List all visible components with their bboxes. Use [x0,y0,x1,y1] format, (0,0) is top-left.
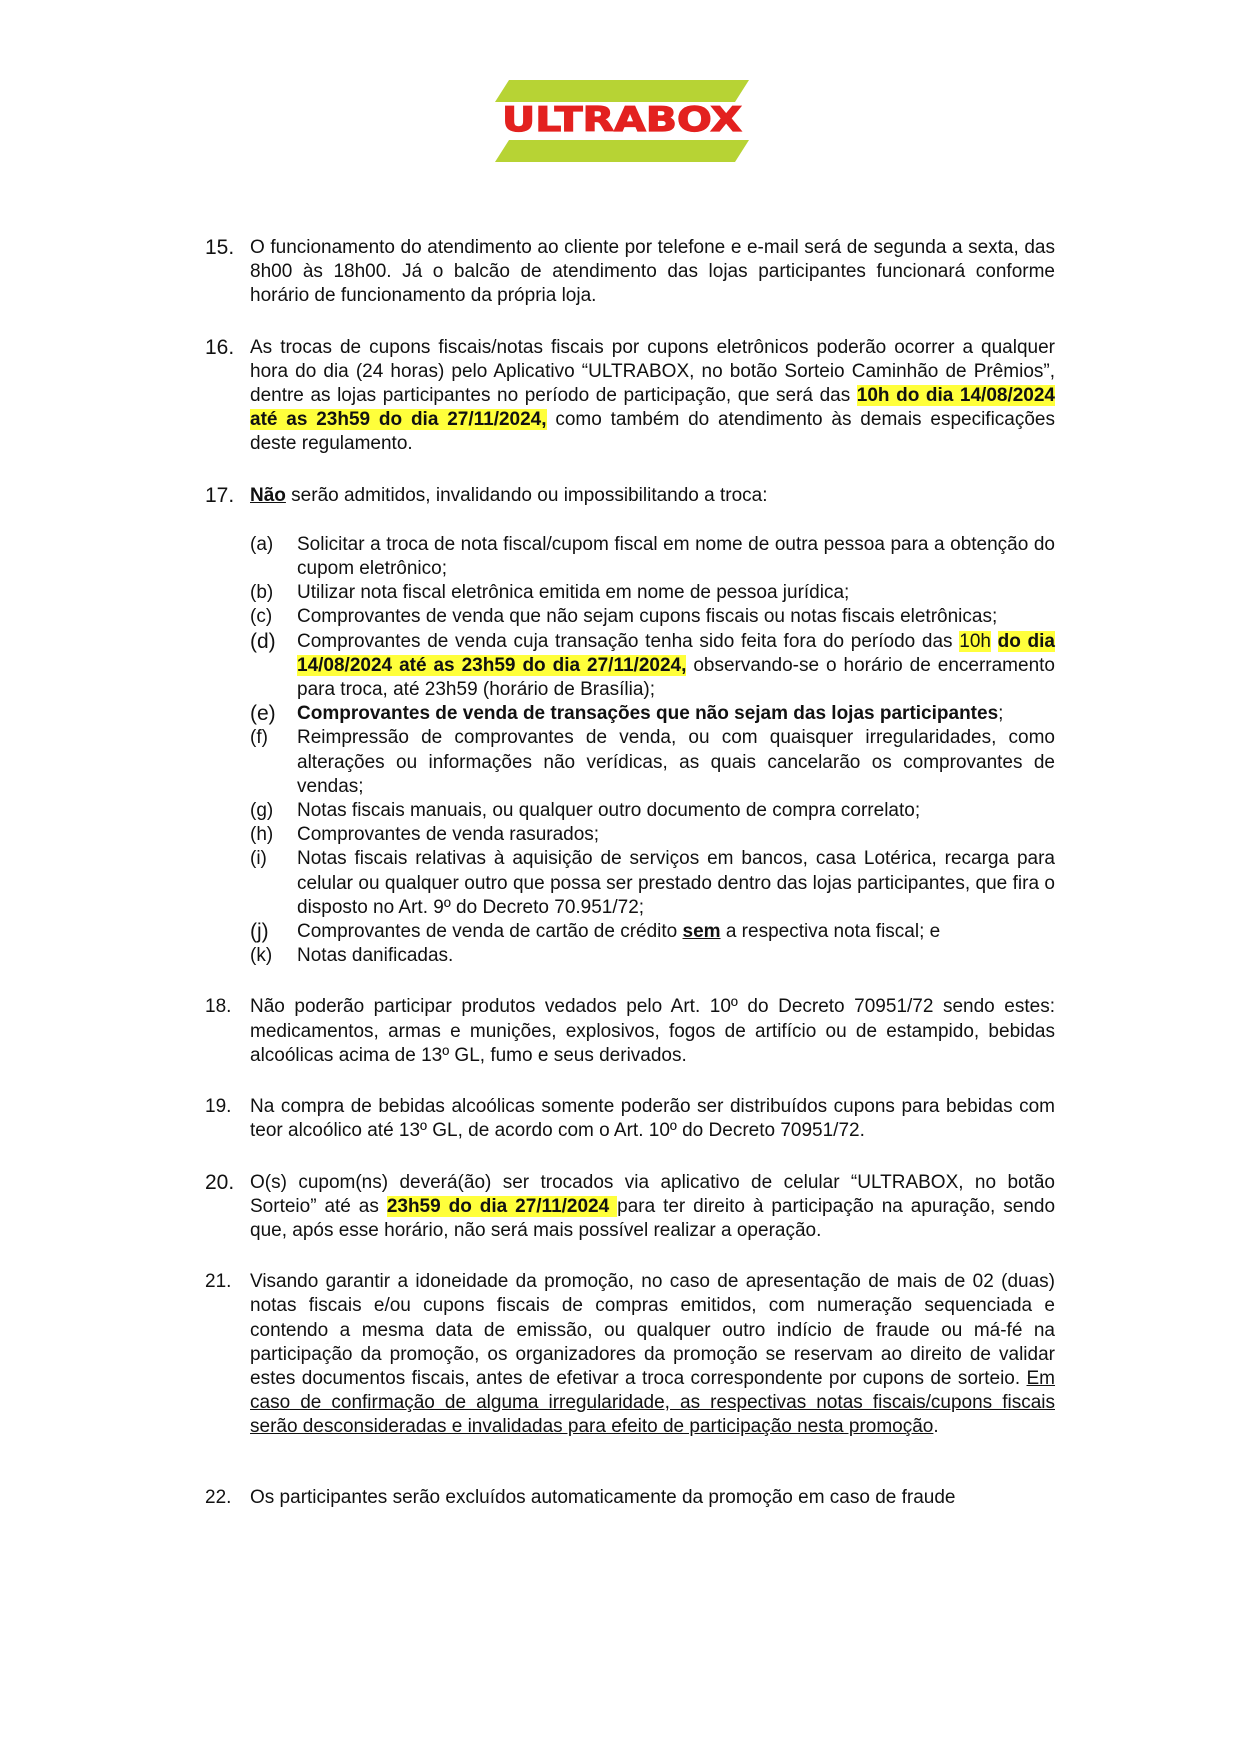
subitem-g [250,799,1055,823]
clause-21 [205,1270,1055,1439]
subitem-b [250,581,1055,605]
clause-text: Não poderão participar produtos vedados pelo Art. 10º do Decreto 70951/72 sendo estes: medicamentos, armas e munições, explosivos, fogos de artifício ou de estampido, bebidas alcoólicas acima de 13º GL, fumo e seus derivados. [250,996,1055,1066]
subitem-c [250,605,1055,629]
subitem-h [250,823,1055,847]
text-run: como também do atendimento às demais especificações deste regulamento. [250,409,1055,455]
subitem-label: (j) [250,920,269,944]
logo-text: ULTRABOX [502,100,742,140]
subitem-e [250,702,1055,726]
clause-text [250,336,1055,457]
underlined-text: Em caso de confirmação de alguma irregularidade, as respectivas notas fiscais/cupons fiscais serão desconsideradas e invalidadas para efeito de participação nesta promoção [250,1367,1055,1438]
clause-16 [205,336,1055,457]
emphasis-text: Não [250,484,286,506]
clause-number: 18. [205,996,232,1018]
subitem-d [250,630,1055,703]
subitem-a [250,533,1055,581]
highlighted-period: 10h do dia 14/08/2024 até as 23h59 do dia 27/11/2024, [250,385,1055,431]
emphasis-text: sem [682,921,721,943]
subitem-text [297,702,1055,726]
text-run: serão admitidos, invalidando ou impossibilitando a troca: [285,484,768,506]
clause-18 [205,995,1055,1068]
text-run: . [933,1416,939,1438]
subitem-label: (h) [250,824,274,846]
clause-20 [205,1171,1055,1244]
subitem-label: (i) [250,848,267,870]
clause-text: O funcionamento do atendimento ao cliente por telefone e e-mail será de segunda a sexta, das 8h00 às 18h00. Já o balcão de atendimento das lojas participantes funcionará conforme horário de funcionamento da própria loja. [250,237,1055,307]
ultrabox-logo [495,80,749,162]
clause-number: 21. [205,1271,232,1293]
subitem-label: (c) [250,606,273,628]
subitem-i [250,847,1055,920]
text-run: Comprovantes de venda cuja transação tenha sido feita fora do período das [297,630,960,652]
text-run: para ter direito à participação na apuração, sendo que, após esse horário, não será mais possível realizar a operação. [250,1195,1056,1241]
subitem-text [297,630,1055,703]
text-run: Visando garantir a idoneidade da promoção, no caso de apresentação de mais de 02 (duas) notas fiscais e/ou cupons fiscais de compras emitidos, com numeração sequenciada e contendo a mesma data de emissão, ou qualquer outro indício de fraude ou má-fé na participação da promoção, os organizadores da promoção se reservam ao direito de validar estes documentos fiscais, antes de efetivar a troca correspondente por cupons de sorteio. [250,1271,1055,1389]
clause-number: 20. [205,1170,235,1194]
highlighted-period: do dia 14/08/2024 até as 23h59 do dia 27/11/2024, [297,630,1055,676]
text-run: a respectiva nota fiscal; e [720,921,941,943]
subitem-text: Comprovantes de venda rasurados; [297,824,600,846]
clause-number: 17. [205,483,235,507]
clause-text [250,1171,1055,1244]
clause-15 [205,236,1055,309]
bold-text: Comprovantes de venda de transações que não sejam das lojas participantes [297,703,999,725]
text-run: O(s) cupom(ns) deverá(ão) ser trocados via aplicativo de celular “ULTRABOX, no botão Sorteio” até as [250,1171,1055,1217]
clause-text: Os participantes serão excluídos automaticamente da promoção em caso de fraude [250,1486,956,1508]
clause-19 [205,1095,1055,1143]
clause-text [250,1270,1055,1439]
clause-text: Na compra de bebidas alcoólicas somente poderão ser distribuídos cupons para bebidas com teor alcoólico até 13º GL, de acordo com o Art. 10º do Decreto 70951/72. [250,1096,1055,1142]
clause-number: 19. [205,1096,232,1118]
subitem-text: Notas fiscais manuais, ou qualquer outro documento de compra correlato; [297,800,921,822]
text-run: ; [998,703,1004,725]
clause-22 [205,1486,1055,1510]
subitem-j [250,920,1055,944]
clause-number: 15. [205,236,235,259]
logo-top-stripe [495,80,749,102]
text-run: Comprovantes de venda de cartão de crédito [297,921,683,943]
subitem-text: Notas danificadas. [297,945,454,967]
subitem-text: Solicitar a troca de nota fiscal/cupom fiscal em nome de outra pessoa para a obtenção do cupom eletrônico; [297,533,1055,580]
regulation-body [205,236,1055,1510]
subitem-text: Utilizar nota fiscal eletrônica emitida em nome de pessoa jurídica; [297,582,850,604]
clause-number: 16. [205,335,235,359]
subitem-label: (f) [250,727,268,749]
text-run: As trocas de cupons fiscais/notas fiscais por cupons eletrônicos poderão ocorrer a qualquer hora do dia (24 horas) pelo Aplicativo “ULTRABOX, no botão Sorteio Caminhão de Prêmios”, dentre as lojas participantes no período de participação, que será das [250,336,1055,407]
subitem-text: Comprovantes de venda que não sejam cupons fiscais ou notas fiscais eletrônicas; [297,606,998,628]
subitem-label: (g) [250,800,274,822]
subitem-label: (d) [250,629,276,653]
clause-17 [205,484,1055,508]
clause-number: 22. [205,1486,232,1508]
logo-bottom-stripe [495,140,749,162]
subitem-label: (a) [250,533,274,555]
subitem-label: (b) [250,582,274,604]
subitem-f [250,726,1055,799]
highlighted-time: 10h [959,630,991,652]
subitem-text: Reimpressão de comprovantes de venda, ou com quaisquer irregularidades, como alterações ou informações não verídicas, as quais cancelarão os comprovantes de vendas; [297,727,1055,797]
subitem-k [250,944,1055,968]
subitem-text [297,920,1055,944]
text-run: observando-se o horário de encerramento para troca, até 23h59 (horário de Brasília); [297,654,1055,701]
subitem-text: Notas fiscais relativas à aquisição de serviços em bancos, casa Lotérica, recarga para celular ou qualquer outro que possa ser prestado dentro das lojas participantes, que fira o disposto no Art. 9º do Decreto 70.951/72; [297,848,1055,918]
subitem-label: (e) [250,702,276,726]
subitem-label: (k) [250,945,273,967]
highlighted-deadline: 23h59 do dia 27/11/2024 [386,1195,618,1217]
clause-text [250,484,1055,508]
